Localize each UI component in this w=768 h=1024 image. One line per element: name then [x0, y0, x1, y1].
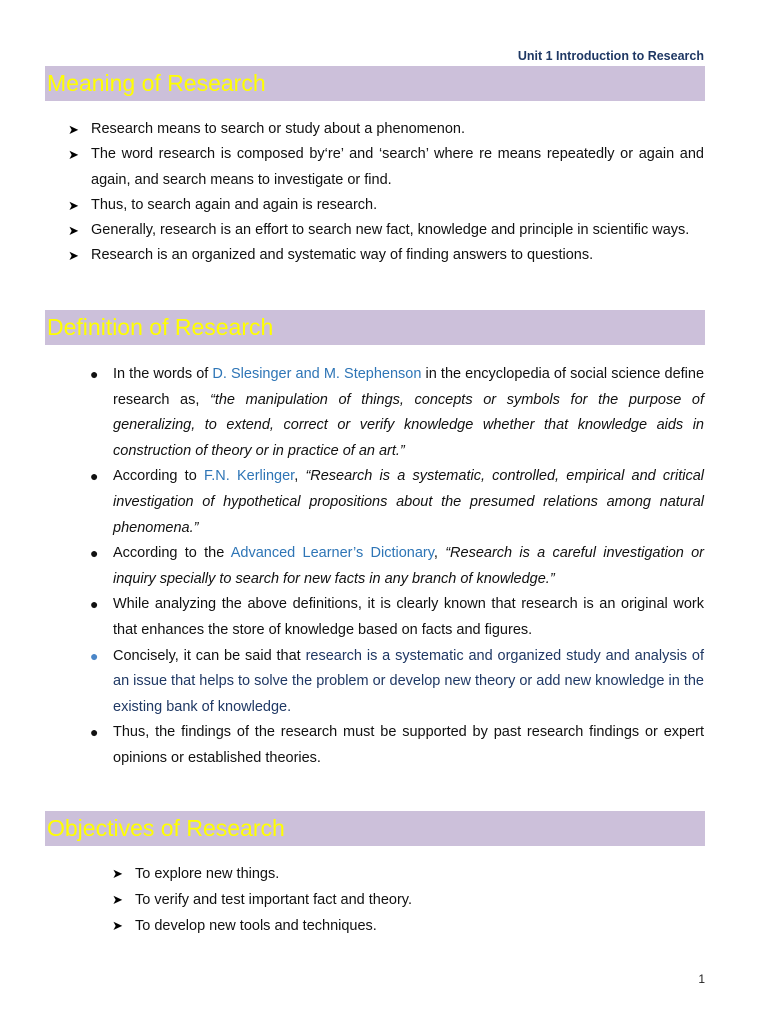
- list-item-text: While analyzing the above definitions, it is clearly known that research is an original work that enhances the store of knowledge based on facts and figures.: [113, 596, 704, 638]
- arrow-bullet-icon: ➤: [112, 866, 123, 881]
- definition-list: [87, 362, 704, 772]
- objectives-list: [112, 861, 702, 939]
- list-item: ● In the words of D. Slesinger and M. Stephenson in the encyclopedia of social science define research as, “the manipulation of things, concepts or symbols for the purpose of generalizing, to extend, correct or verify knowledge whether that knowledge aids in construction of theory or in practice of an art.”: [87, 362, 704, 464]
- list-item-text: To develop new tools and techniques.: [135, 918, 377, 934]
- list-item-text: Thus, to search again and again is research.: [91, 196, 378, 213]
- list-item: ● Concisely, it can be said that research is a systematic and organized study and analysis of an issue that helps to solve the problem or develop new theory or add new knowledge in the existing bank of knowledge.: [87, 644, 704, 721]
- heading-definition-of-research: Definition of Research: [45, 310, 705, 345]
- list-item: [112, 913, 702, 939]
- page-header-unit-title: Unit 1 Introduction to Research: [517, 49, 704, 63]
- list-item: [68, 142, 704, 193]
- arrow-bullet-icon: ➤: [68, 197, 79, 213]
- bullet-dot-icon: ●: [90, 596, 99, 613]
- list-item-text: The word research is composed by‘re’ and ‘search’ where re means repeatedly or again and again, and search means to investigate or find.: [91, 146, 704, 188]
- definition-quote: “Research is a careful investigation or inquiry specially to search for new facts in any branch of knowledge.”: [113, 545, 705, 587]
- heading-objectives-of-research: Objectives of Research: [45, 811, 705, 846]
- list-item-text: To verify and test important fact and theory.: [135, 892, 412, 908]
- list-item-text: Generally, research is an effort to search new fact, knowledge and principle in scientific ways.: [91, 222, 690, 239]
- author-name: F.N. Kerlinger: [203, 468, 295, 485]
- definition-quote: “Research is a systematic, controlled, empirical and critical investigation of hypothetical propositions about the presumed relations among natural phenomena.”: [113, 468, 704, 536]
- list-item: [112, 887, 702, 913]
- list-item: [87, 592, 704, 643]
- arrow-bullet-icon: ➤: [112, 892, 123, 907]
- bullet-dot-icon: ●: [90, 647, 99, 664]
- arrow-bullet-icon: ➤: [112, 918, 123, 933]
- list-item: ● According to F.N. Kerlinger, “Research is a systematic, controlled, empirical and critical investigation of hypothetical propositions about the presumed relations among natural phenomena.”: [87, 464, 704, 541]
- list-item-text: Thus, the findings of the research must be supported by past research findings or expert opinions or established theories.: [113, 724, 704, 766]
- meaning-list: [68, 117, 704, 269]
- arrow-bullet-icon: ➤: [68, 223, 79, 239]
- list-item: ● According to the Advanced Learner’s Dictionary, “Research is a careful investigation or inquiry specially to search for new facts in any branch of knowledge.”: [87, 541, 704, 592]
- bullet-dot-icon: ●: [90, 724, 99, 741]
- arrow-bullet-icon: ➤: [68, 248, 79, 264]
- bullet-dot-icon: ●: [90, 468, 99, 485]
- page-number: 1: [698, 972, 705, 986]
- list-item-text: Research means to search or study about a phenomenon.: [91, 121, 466, 137]
- list-item: [68, 117, 704, 142]
- list-item: [68, 243, 704, 268]
- source-name: Advanced Learner’s Dictionary: [230, 545, 434, 562]
- list-item: [112, 861, 702, 887]
- list-item-text: Research is an organized and systematic way of finding answers to questions.: [91, 247, 594, 264]
- list-item: [68, 193, 704, 218]
- heading-meaning-of-research: Meaning of Research: [45, 66, 705, 101]
- arrow-bullet-icon: ➤: [68, 147, 79, 163]
- conclusion-highlight: research is a systematic and organized study and analysis of an issue that helps to solve the problem or develop new theory or add new knowledge in the existing bank of knowledge.: [113, 647, 704, 715]
- list-item: [68, 218, 704, 243]
- arrow-bullet-icon: ➤: [68, 122, 79, 137]
- list-item-text: To explore new things.: [135, 866, 280, 882]
- bullet-dot-icon: ●: [90, 366, 99, 382]
- bullet-dot-icon: ●: [90, 545, 99, 562]
- list-item: [87, 720, 704, 771]
- definition-quote: “the manipulation of things, concepts or symbols for the purpose of generalizing, to extend, correct or verify knowledge whether that knowledge aids in construction of theory or in practice of an art.”: [113, 391, 704, 459]
- author-name: D. Slesinger and M. Stephenson: [212, 366, 422, 382]
